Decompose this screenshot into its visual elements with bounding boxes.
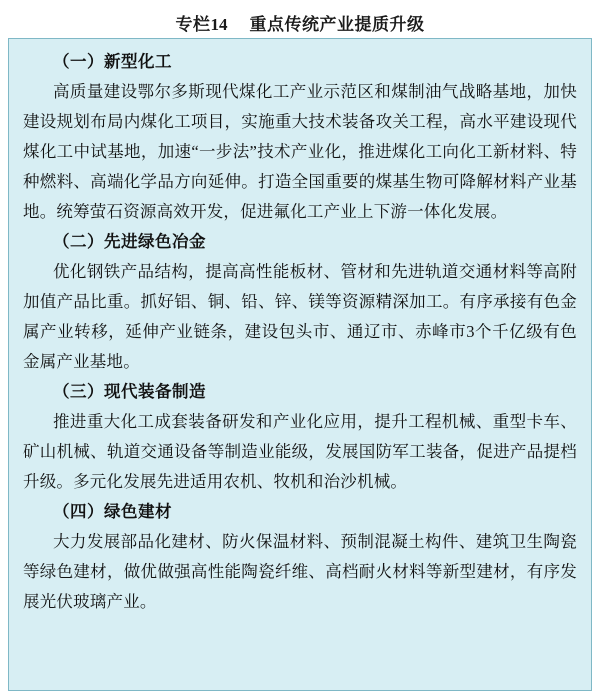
box-number: 14	[210, 15, 228, 34]
section-body-4: 大力发展部品化建材、防火保温材料、预制混凝土构件、建筑卫生陶瓷等绿色建材，做优做强高性能陶瓷纤维、高档耐火材料等新型建材，有序发展光伏玻璃产业。	[23, 532, 577, 611]
content-panel	[8, 38, 592, 691]
section-body-2: 优化钢铁产品结构，提高高性能板材、管材和先进轨道交通材料等高附加值产品比重。抓好铝、铜、铅、锌、镁等资源精深加工。有序承接有色金属产业转移，延伸产业链条，建设包头市、通辽市、赤峰市3个千亿级有色金属产业基地。	[23, 262, 577, 371]
section-heading-4: （四）绿色建材	[53, 502, 172, 521]
section-heading-2: （二）先进绿色冶金	[53, 232, 206, 251]
section-heading-3: （三）现代装备制造	[53, 382, 206, 401]
section-body-1: 高质量建设鄂尔多斯现代煤化工产业示范区和煤制油气战略基地，加快建设规划布局内煤化工项目，实施重大技术装备攻关工程，高水平建设现代煤化工中试基地，加速“一步法”技术产业化，推进煤化工向化工新材料、特种燃料、高端化学品方向延伸。打造全国重要的煤基生物可降解材料产业基地。统筹萤石资源高效开发，促进氟化工产业上下游一体化发展。	[23, 82, 577, 221]
box-title	[0, 0, 600, 43]
box-title-text: 重点传统产业提质升级	[249, 15, 425, 34]
box-label: 专栏	[175, 15, 211, 34]
section-body-3: 推进重大化工成套装备研发和产业化应用，提升工程机械、重型卡车、矿山机械、轨道交通设备等制造业能级，发展国防军工装备，促进产品提档升级。多元化发展先进适用农机、牧机和治沙机械。	[23, 412, 577, 491]
section-heading-1: （一）新型化工	[53, 52, 172, 71]
